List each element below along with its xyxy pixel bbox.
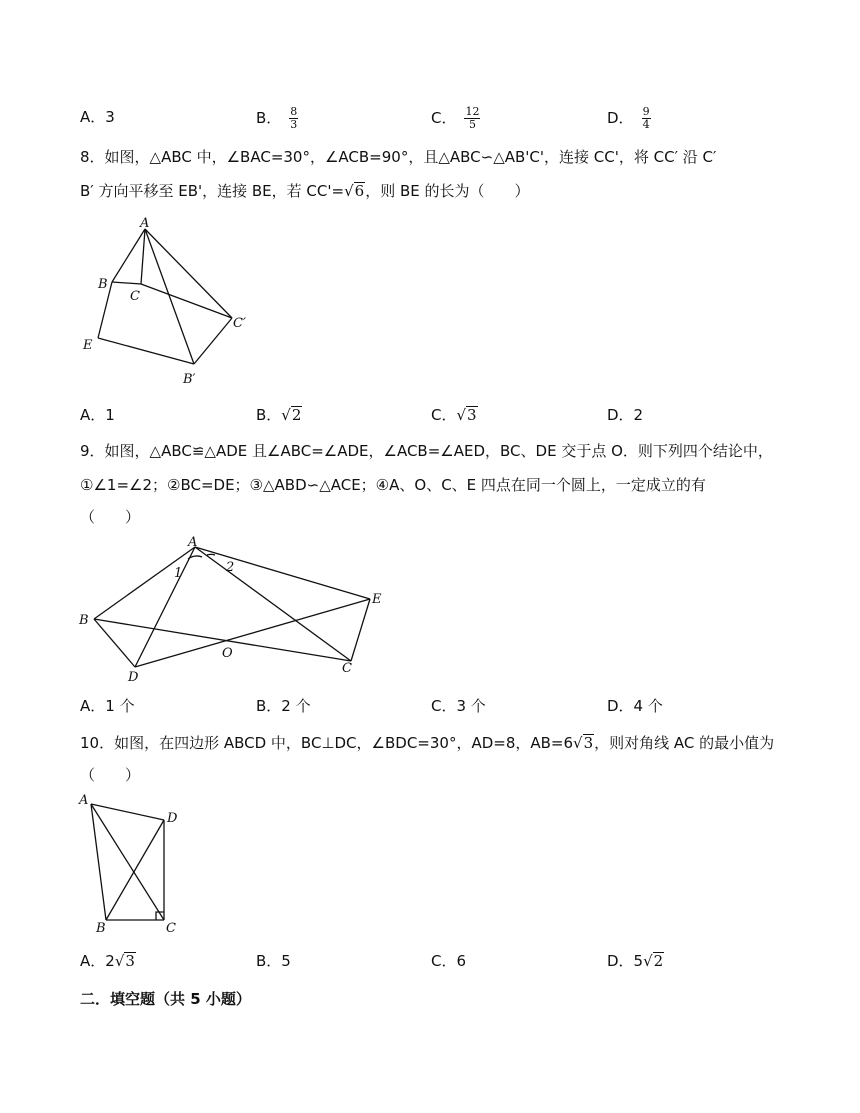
q8-option-b: B．√2: [256, 406, 302, 424]
q9-stem-line-1: 9．如图，△ABC≌△ADE 且∠ABC=∠ADE，∠ACB=∠AED，BC、DE 交于点 O．则下列四个结论中，: [80, 442, 773, 460]
sqrt: √6: [344, 182, 365, 200]
label-B: B: [98, 277, 108, 292]
label-C-prime: C′: [233, 316, 246, 331]
q9-figure: [76, 533, 396, 685]
label-E: E: [372, 592, 382, 607]
label-A: A: [140, 216, 150, 231]
q8-figure: [78, 212, 268, 392]
section-heading: 二．填空题（共 5 小题）: [80, 990, 251, 1008]
fraction: $\frac{8}{3}$: [290, 105, 298, 131]
q10-figure: [76, 790, 196, 940]
fraction: $\frac{9}{4}$: [642, 105, 650, 131]
q10-option-b: B．5: [256, 952, 291, 970]
q8-option-d: D．2: [607, 406, 644, 424]
q8-option-a: A．1: [80, 406, 115, 424]
label-B: B: [79, 613, 89, 628]
label-D: D: [128, 670, 139, 685]
q10-stem-line-1: 10．如图，在四边形 ABCD 中，BC⊥DC，∠BDC=30°，AD=8，AB=6√3，则对角线 AC 的最小值为: [80, 734, 775, 752]
angle-label-1: 1: [174, 566, 183, 581]
q9-option-b: B．2 个: [256, 697, 311, 715]
label-C: C: [342, 661, 352, 676]
angle-label-2: 2: [226, 560, 235, 575]
label-C: C: [166, 921, 176, 936]
q10-stem-line-2: （ ）: [80, 766, 141, 784]
label-A: A: [188, 535, 198, 550]
q8-option-c: C．√3: [431, 406, 477, 424]
label-A: A: [79, 793, 89, 808]
q9-option-d: D．4 个: [607, 697, 663, 715]
q7-options: [0, 106, 860, 134]
q8-stem-line-1: 8．如图，△ABC 中，∠BAC=30°，∠ACB=90°，且△ABC∽△AB'C'，连接 CC'，将 CC′ 沿 C′: [80, 148, 717, 166]
label-D: D: [167, 811, 178, 826]
q7-option-c: C． $\frac{12}{5}$: [431, 105, 480, 131]
label-O: O: [222, 646, 233, 661]
q10-option-c: C．6: [431, 952, 467, 970]
q10-option-d: D．5√2: [607, 952, 664, 970]
q7-option-a: A．3: [80, 108, 115, 126]
label-B: B: [96, 921, 106, 936]
fraction: $\frac{12}{5}$: [465, 105, 480, 131]
q9-option-a: A．1 个: [80, 697, 135, 715]
q10-options: [0, 950, 860, 978]
q9-option-c: C．3 个: [431, 697, 486, 715]
label-B-prime: B′: [183, 372, 196, 387]
q7-option-b: B． $\frac{8}{3}$: [256, 105, 298, 131]
q10-option-a: A．2√3: [80, 952, 135, 970]
q9-stem-line-2: ①∠1=∠2；②BC=DE；③△ABD∽△ACE；④A、O、C、E 四点在同一个圆上，一定成立的有: [80, 476, 706, 494]
q8-stem-line-2: B′ 方向平移至 EB'，连接 BE，若 CC'=√6，则 BE 的长为（ ）: [80, 182, 530, 200]
label-E: E: [83, 338, 93, 353]
q8-options: [0, 404, 860, 432]
label-C: C: [130, 289, 140, 304]
q7-option-d: D． $\frac{9}{4}$: [607, 105, 650, 131]
q9-stem-line-3: （ ）: [80, 508, 141, 526]
q9-options: [0, 695, 860, 723]
